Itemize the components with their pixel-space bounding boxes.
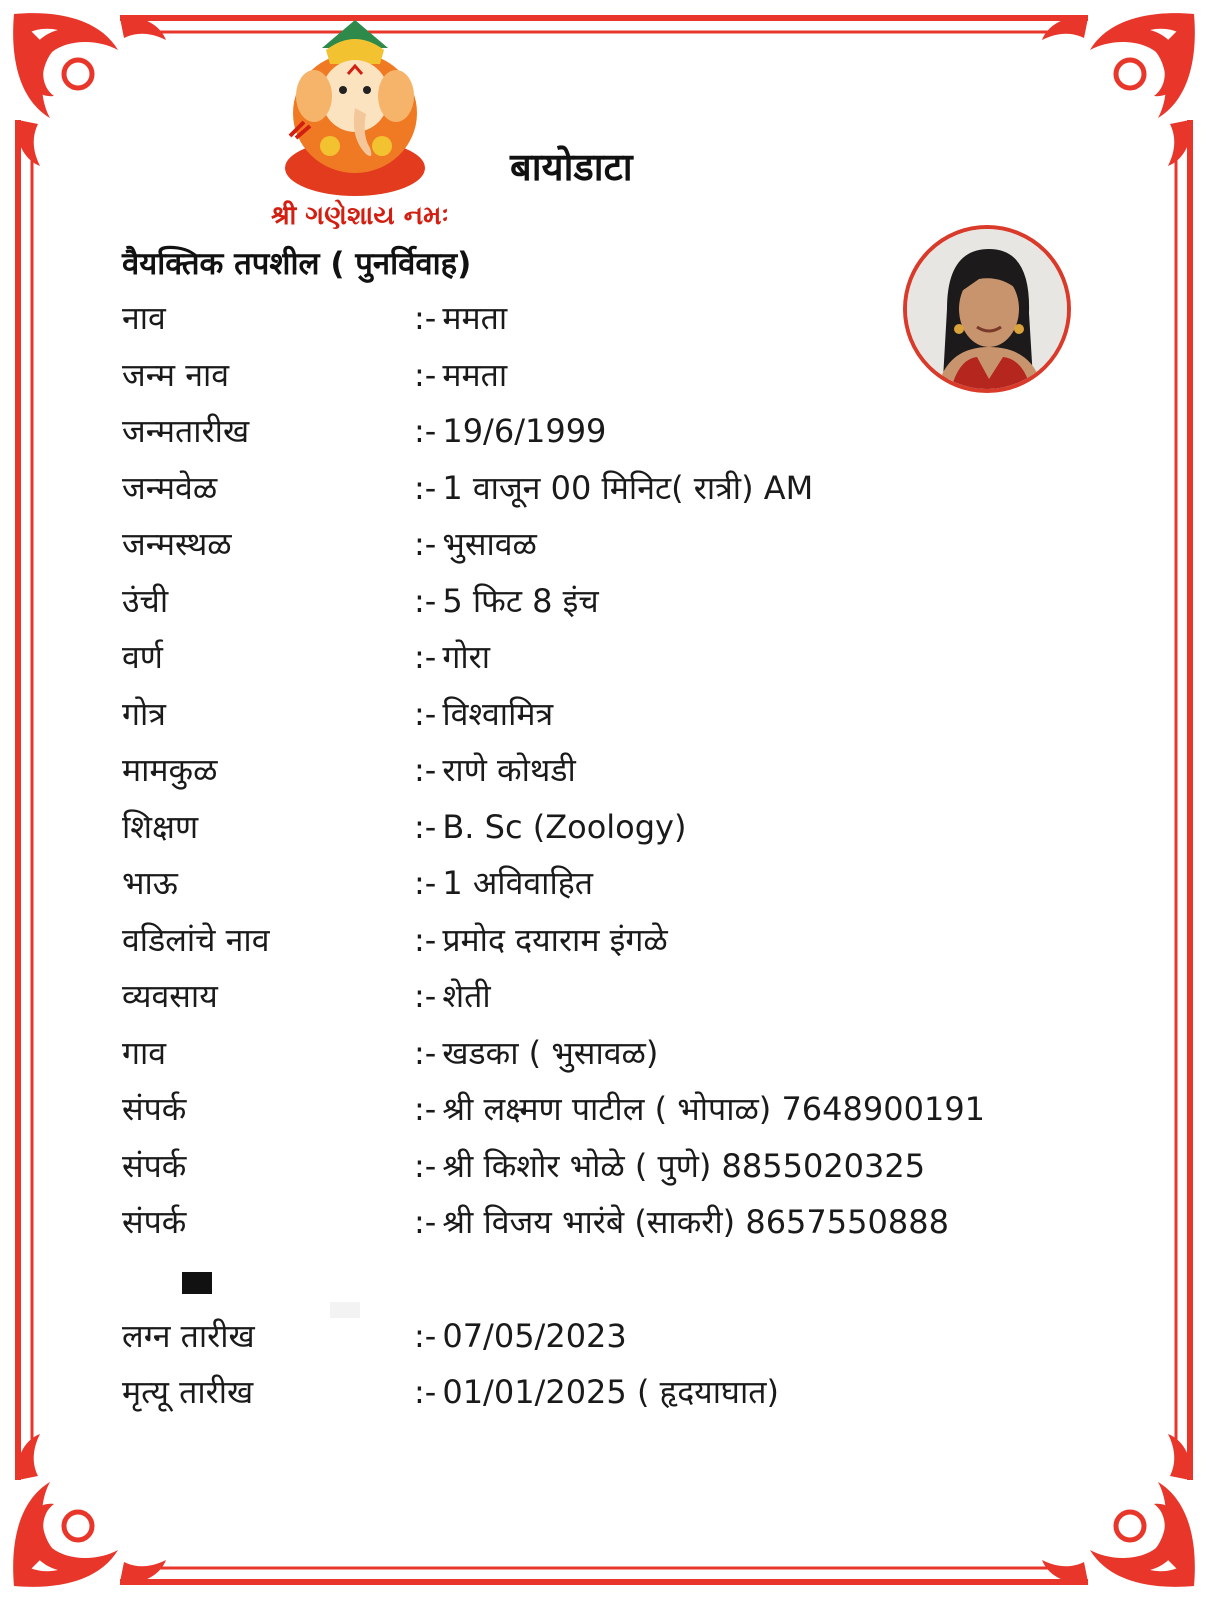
field-label: मामकुळ [122, 751, 218, 789]
field-value: 07/05/2023 [442, 1317, 627, 1355]
field-separator: :- [414, 1317, 437, 1355]
date-row [122, 1369, 1082, 1415]
field-label: संपर्क [122, 1203, 187, 1241]
field-value: 19/6/1999 [442, 412, 607, 450]
field-value: 5 फिट 8 इंच [442, 581, 599, 620]
detail-row [122, 634, 1082, 680]
field-separator: :- [414, 1373, 437, 1411]
field-value-wrap [414, 973, 1094, 1019]
field-value: विश्वामित्र [442, 694, 554, 733]
detail-row [122, 1199, 1082, 1245]
field-label: वडिलांचे नाव [122, 920, 270, 959]
detail-row [122, 1143, 1082, 1189]
field-label: मृत्यू तारीख [122, 1373, 254, 1411]
field-separator: :- [414, 355, 437, 394]
field-separator: :- [414, 920, 437, 959]
field-label: संपर्क [122, 1090, 187, 1128]
field-value: गोरा [442, 638, 491, 676]
field-value-wrap [414, 804, 1094, 850]
detail-row [122, 973, 1082, 1019]
field-label: गाव [122, 1033, 167, 1072]
field-separator: :- [414, 1090, 437, 1128]
field-separator: :- [414, 412, 437, 450]
detail-row [122, 747, 1082, 793]
field-value: 1 अविवाहित [442, 864, 593, 902]
section-heading: वैयक्तिक तपशील ( पुनर्विवाह) [122, 246, 472, 282]
field-value: श्री लक्ष्मण पाटील ( भोपाळ) 7648900191 [442, 1090, 986, 1128]
field-value-wrap [414, 691, 1094, 737]
field-value-wrap [414, 465, 1094, 511]
field-separator: :- [414, 864, 437, 902]
field-value-wrap [414, 1313, 1094, 1359]
field-separator: :- [414, 525, 437, 563]
field-value-wrap [414, 408, 1094, 454]
field-value-wrap [414, 521, 1094, 567]
field-label: संपर्क [122, 1146, 187, 1185]
date-row [122, 1313, 1082, 1359]
field-label: व्यवसाय [122, 977, 218, 1015]
field-separator: :- [414, 299, 437, 337]
detail-row [122, 352, 1082, 398]
field-value-wrap [414, 1030, 1094, 1076]
detail-row [122, 917, 1082, 963]
redaction-mark [182, 1272, 212, 1294]
field-label: लग्न तारीख [122, 1317, 255, 1355]
field-value: 1 वाजून 00 मिनिट( रात्री) AM [442, 468, 814, 507]
field-value: भुसावळ [442, 525, 537, 563]
field-label: गोत्र [122, 694, 166, 733]
field-label: वर्ण [122, 638, 163, 676]
field-value: शेती [442, 977, 491, 1015]
detail-row [122, 295, 1082, 341]
field-value: ममता [442, 299, 508, 337]
field-value: B. Sc (Zoology) [442, 807, 687, 846]
field-separator: :- [414, 468, 437, 507]
field-separator: :- [414, 1203, 437, 1241]
field-value: ममता [442, 355, 508, 394]
field-separator: :- [414, 581, 437, 620]
detail-row [122, 578, 1082, 624]
field-separator: :- [414, 751, 437, 789]
ganesha-icon [270, 18, 440, 198]
field-value-wrap [414, 352, 1094, 398]
field-value-wrap [414, 634, 1094, 680]
field-separator: :- [414, 694, 437, 733]
field-value: 01/01/2025 ( हृदयाघात) [442, 1373, 779, 1411]
field-value-wrap [414, 860, 1094, 906]
field-label: जन्मवेळ [122, 468, 218, 507]
field-separator: :- [414, 1146, 437, 1185]
field-label: जन्म नाव [122, 355, 230, 394]
field-value: श्री किशोर भोळे ( पुणे) 8855020325 [442, 1146, 926, 1185]
detail-row [122, 860, 1082, 906]
field-separator: :- [414, 807, 437, 846]
detail-row [122, 804, 1082, 850]
field-separator: :- [414, 638, 437, 676]
blessing-text: श्री ગણેશાય નમઃ [271, 201, 449, 231]
detail-row [122, 408, 1082, 454]
detail-row [122, 1030, 1082, 1076]
page-title: बायोडाटा [510, 145, 633, 189]
field-label: उंची [122, 581, 169, 620]
field-value-wrap [414, 1143, 1094, 1189]
field-label: शिक्षण [122, 807, 199, 846]
field-separator: :- [414, 1033, 437, 1072]
field-label: जन्मतारीख [122, 412, 250, 450]
detail-row [122, 521, 1082, 567]
field-separator: :- [414, 977, 437, 1015]
field-label: भाऊ [122, 864, 178, 902]
field-value-wrap [414, 1369, 1094, 1415]
field-value-wrap [414, 1086, 1094, 1132]
field-value-wrap [414, 1199, 1094, 1245]
detail-row [122, 465, 1082, 511]
field-value: प्रमोद दयाराम इंगळे [442, 920, 668, 959]
field-value: खडका ( भुसावळ) [442, 1033, 659, 1072]
detail-row [122, 691, 1082, 737]
field-value-wrap [414, 747, 1094, 793]
detail-row [122, 1086, 1082, 1132]
field-label: नाव [122, 299, 166, 337]
field-value: श्री विजय भारंबे (साकरी) 8657550888 [442, 1203, 949, 1241]
field-value-wrap [414, 917, 1094, 963]
field-value-wrap [414, 578, 1094, 624]
field-value-wrap [414, 295, 1094, 341]
field-label: जन्मस्थळ [122, 525, 232, 563]
field-value: राणे कोथडी [442, 751, 576, 789]
